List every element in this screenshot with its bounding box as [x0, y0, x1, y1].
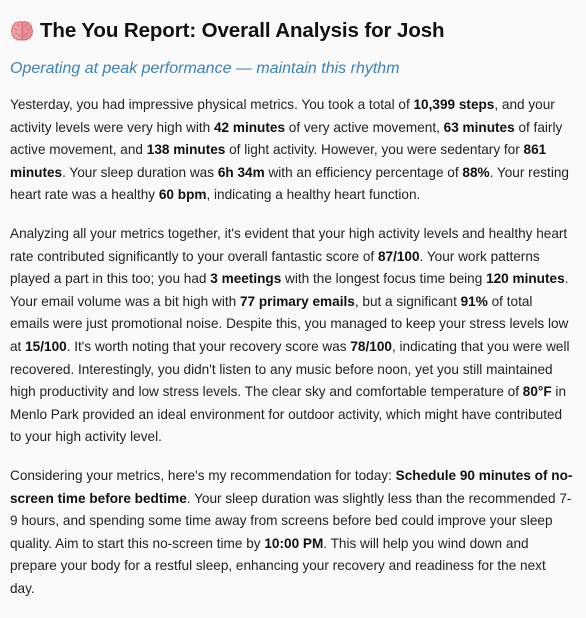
- highlighted-metric: 138 minutes: [146, 142, 226, 158]
- paragraph-text: of fairly active movement, and: [10, 119, 563, 158]
- paragraph-text: Considering your metrics, here's my recommendation for today:: [10, 467, 396, 483]
- paragraph-physical-metrics: [10, 94, 574, 207]
- paragraph-text: Analyzing all your metrics together, it's evident that your high activity levels and healthy heart rate contributed significantly to your overall fantastic score of: [10, 225, 568, 264]
- title-row: [10, 16, 574, 46]
- paragraph-text: with an efficiency percentage of: [264, 164, 463, 180]
- paragraph-text: of light activity. However, you were sedentary for: [225, 142, 524, 158]
- paragraph-text: . Your sleep duration was: [62, 164, 218, 180]
- paragraph-text: . Your email volume was a bit high with: [10, 271, 569, 309]
- report-title: The You Report: Overall Analysis for Josh: [40, 19, 445, 42]
- highlighted-metric: 120 minutes: [486, 271, 565, 287]
- highlighted-metric: 63 minutes: [443, 119, 515, 135]
- highlighted-metric: 15/100: [25, 338, 67, 354]
- highlighted-metric: 10:00 PM: [264, 535, 324, 551]
- highlighted-metric: 87/100: [377, 248, 420, 264]
- highlighted-metric: 60 bpm: [158, 187, 207, 203]
- paragraph-text: Yesterday, you had impressive physical metrics. You took a total of: [10, 97, 414, 112]
- paragraph-text: in Menlo Park provided an ideal environment for outdoor activity, which might have contributed to your high activity level.: [10, 384, 567, 445]
- report-subtitle: Operating at peak performance — maintain this rhythm: [10, 60, 400, 77]
- paragraph-text: with the longest focus time being: [281, 271, 487, 287]
- paragraph-recommendation: [10, 465, 574, 601]
- paragraph-text: . Your work patterns played a part in this too; you had: [10, 248, 540, 287]
- paragraph-analysis: [10, 223, 574, 449]
- highlighted-metric: 88%: [462, 164, 490, 180]
- paragraph-text: of very active movement,: [285, 119, 444, 135]
- paragraph-text: of total emails were just promotional noise. Despite this, you managed to keep your stress levels low at: [10, 293, 569, 354]
- paragraph-text: , indicating a healthy heart function.: [206, 187, 421, 203]
- brain-icon: [10, 19, 34, 43]
- paragraph-text: . This will help you wind down and prepare your body for a restful sleep, enhancing your recovery and readiness for the next day.: [10, 535, 546, 596]
- highlighted-metric: 42 minutes: [213, 119, 285, 135]
- highlighted-metric: 80°F: [522, 384, 552, 400]
- highlighted-metric: 861 minutes: [10, 142, 547, 180]
- highlighted-metric: 91%: [460, 293, 488, 309]
- paragraph-text: . It's worth noting that your recovery score was: [66, 338, 351, 354]
- paragraph-text: . Your sleep duration was slightly less than the recommended 7-9 hours, and spending some time away from screens before bed could improve your sleep quality. Aim to start this no-screen time by: [10, 490, 572, 551]
- highlighted-metric: 77 primary emails: [239, 293, 355, 309]
- highlighted-metric: 78/100: [350, 338, 392, 354]
- highlighted-metric: 10,399 steps: [413, 97, 495, 112]
- paragraph-text: , and your activity levels were very high with: [10, 97, 555, 135]
- highlighted-metric: 6h 34m: [217, 164, 265, 180]
- highlighted-metric: Schedule 90 minutes of no-screen time before bedtime: [10, 467, 573, 506]
- paragraph-text: . Your resting heart rate was a healthy: [10, 164, 569, 203]
- highlighted-metric: 3 meetings: [210, 271, 282, 287]
- paragraph-text: , indicating that you were well recovered. Interestingly, you didn't listen to any music before noon, yet you still maintained high productivity and low stress levels. The clear sky and comfortable temperature of: [10, 338, 570, 400]
- paragraph-text: , but a significant: [354, 293, 461, 309]
